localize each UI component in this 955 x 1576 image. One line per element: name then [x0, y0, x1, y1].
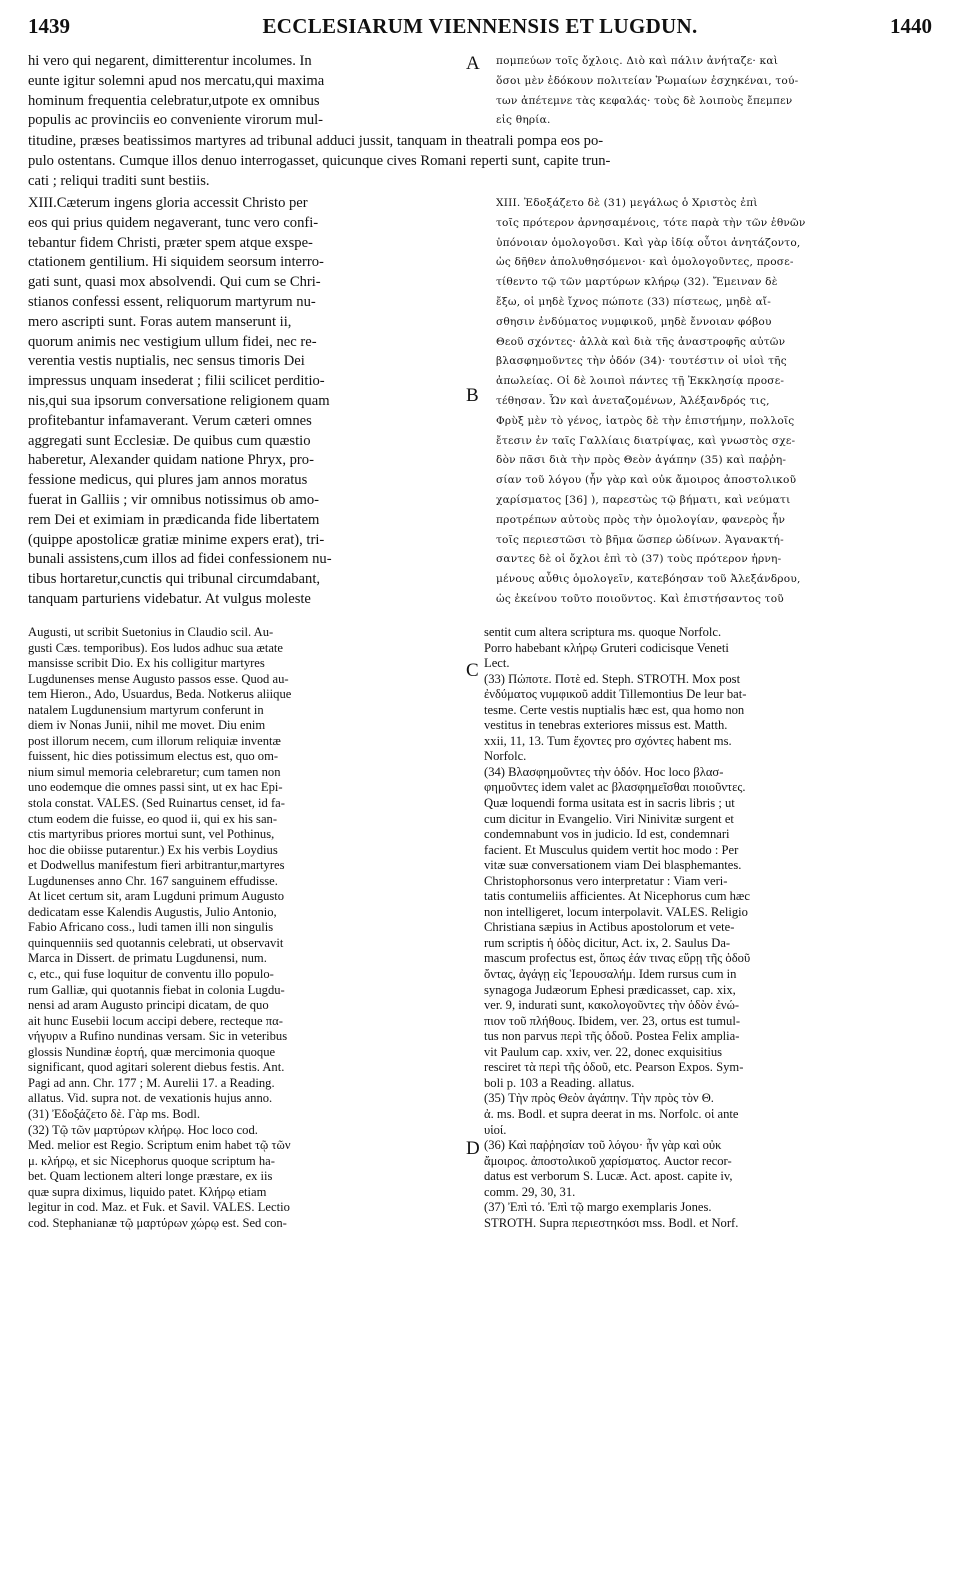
margin-letter-d: D	[466, 1138, 480, 1159]
latin-text-spanning: titudine, præses beatissimos martyres ad tribunal adduci jussit, tanquam in theatrali pompa eos po- pulo ostentans. Cumque illos denuo interrogasset, quicunque cives Romani reperti sunt, capite trun- cati ; reliqui traditi sunt bestiis.	[28, 133, 611, 189]
margin-letter-b: B	[466, 385, 479, 406]
greek-text-top: πομπεύων τοῖς ὄχλοις. Διὸ καὶ πάλιν ἀνήταζε· καὶ ὅσοι μὲν ἐδόκουν πολιτείαν Ῥωμαίων ἐσχηκέναι, τού- των ἀπέτεμνε τὰς κεφαλάς· τοὺς δὲ λοιποὺς ἔπεμπεν εἰς θηρία.	[496, 55, 799, 127]
latin-text-top: hi vero qui negarent, dimitterentur incolumes. In eunte igitur solemni apud nos mercatu,qui maxima hominum frequentia celebratur,utpote ex omnibus populis ac provinciis eo conveniente virorum mul-	[28, 53, 325, 129]
column-number-right: 1440	[890, 14, 932, 38]
running-title: ECCLESIARUM VIENNENSIS ET LUGDUN.	[262, 14, 698, 38]
greek-text-chapter-xiii: XIII. Ἐδοξάζετο δὲ (31) μεγάλως ὁ Χριστὸς ἐπὶ τοῖς πρότερον ἀρνησαμένοις, τότε παρὰ τὴν τῶν ἐθνῶν ὑπόνοιαν ὁμολογοῦσι. Καὶ γὰρ ἰδίᾳ οὗτοι ἀνητάζοντο, ὡς δῆθεν ἀπολυθησόμενοι· καὶ ὁμολογοῦντες, προσε- τίθεντο τῷ τῶν μαρτύρων κλήρῳ (32). Ἔμειναν δὲ ἔξω, οἱ μηδὲ ἴχνος πώποτε (33) πίστεως, μηδὲ αἴ- σθησιν ἐνδύματος νυμφικοῦ, μηδὲ ἔννοιαν φόβου Θεοῦ σχόντες· ἀλλὰ καὶ διὰ τῆς ἀναστροφῆς αὐτῶν βλασφημοῦντες τὴν ὁδόν (34)· τουτέστιν οἱ υἱοὶ τῆς ἀπωλείας. Οἱ δὲ λοιποὶ πάντες τῇ Ἐκκλησίᾳ προσε- τέθησαν. Ὧν καὶ ἀνεταζομένων, Ἀλέξανδρός τις, Φρὺξ μὲν τὸ γένος, ἰατρὸς δὲ τὴν ἐπιστήμην, πολλοῖς ἔτεσιν ἐν ταῖς Γαλλίαις διατρίψας, καὶ γνωστὸς σχε- δὸν πᾶσι διὰ τὴν πρὸς Θεὸν ἀγάπην (35) καὶ παῤῥη- σίαν τοῦ λόγου (ἦν γὰρ καὶ οὐκ ἄμοιρος ἀποστολικοῦ χαρίσματος [36] ), παρεστὼς τῷ βήματι, καὶ νεύματι προτρέπων αὐτοὺς πρὸς τὴν ὁμολογίαν, φανερὸς ἦν τοῖς περιεστῶσι τὸ βῆμα ὥσπερ ὠδίνων. Ἀγανακτή- σαντες δὲ οἱ ὄχλοι ἐπὶ τὸ (37) τοὺς πρότερον ἠρνη- μένους αὖθις ὁμολογεῖν, κατεβόησαν τοῦ Ἀλεξάνδρου, ὡς ἐκείνου τοῦτο ποιοῦντος. Καὶ ἐπιστήσαντος τοῦ	[496, 197, 806, 605]
column-number-left: 1439	[28, 14, 70, 38]
footnotes-right-column: sentit cum altera scriptura ms. quoque Norfolc. Porro habebant κλήρῳ Gruteri codicisque Veneti Lect. (33) Πώποτε. Ποτὲ ed. Steph. STROTH. Mox post ἐνδύματος νυμφικοῦ addit Tillemontius De leur bat- tesme. Certe vestis nuptialis hæc est, qua homo non vestitus in tenebras exteriores missus est. Matth. xxii, 11, 13. Tum ἔχοντες pro σχόντες habent ms. Norfolc. (34) Βλασφημοῦντες τὴν ὁδόν. Hoc loco βλασ- φημοῦντες idem valet ac βλασφημεῖσθαι ποιοῦντες. Quæ loquendi forma usitata est in sacris libris ; ut cum dicitur in Evangelio. Viri Ninivitæ surgent et condemnabunt vos in judicio. Id est, condemnari facient. Et Musculus quidem vertit hoc modo : Per vitæ suæ conversationem viam Dei blasphemantes. Christophorsonus vero interpretatur : Viam veri- tatis contumeliis afficientes. At Nicephorus cum hæc non intelligeret, locum interpolavit. VALES. Religio Christiana sæpius in Actibus apostolorum et vete- rum scriptis ἡ ὁδὸς dicitur, Act. ix, 2. Saulus Da- mascum profectus est, ὅπως ἐάν τινας εὕρῃ τῆς ὁδοῦ ὄντας, ἀγάγῃ εἰς Ἱερουσαλήμ. Idem rursus cum in synagoga Judæorum Ephesi prædicasset, cap. xix, ver. 9, indurati sunt, κακολογοῦντες τὴν ὁδὸν ἐνώ- πιον τοῦ πλήθους. Ibidem, ver. 23, ortus est tumul- tus non parvus περὶ τῆς ὁδοῦ. Postea Felix amplia- vit Paulum cap. xxiv, ver. 22, donec exquisitius resciret τὰ περὶ τῆς ὁδοῦ, etc. Pearson Expos. Sym- boli p. 103 a Reading. allatus. (35) Τὴν πρὸς Θεὸν ἀγάπην. Τὴν πρὸς τὸν Θ. ἀ. ms. Bodl. et supra deerat in ms. Norfolc. οἱ ante υἱοί. (36) Καὶ παῤῥησίαν τοῦ λόγου· ἦν γὰρ καὶ οὐκ ἄμοιρος. ἀποστολικοῦ χαρίσματος. Auctor recor- datus est verborum S. Lucæ. Act. apost. capite iv, comm. 29, 30, 31. (37) Ἐπὶ τό. Ἐπὶ τῷ margo exemplaris Jones. STROTH. Supra περιεστηκόσι mss. Bodl. et Norf.	[484, 625, 751, 1230]
margin-letter-c: C	[466, 660, 479, 681]
footnotes-left-column: Augusti, ut scribit Suetonius in Claudio scil. Au- gusti Cæs. temporibus). Eos ludos adhuc sua ætate mansisse scribit Dio. Ex his colligitur martyres Lugdunenses mense Augusto passos esse. Quod au- tem Hieron., Ado, Usuardus, Beda. Notkerus aliique natalem Lugdunensium martyrum conferunt in diem iv Nonas Junii, nihil me movet. Diu enim post illorum necem, cum illorum reliquiæ inventæ fuissent, hic dies potissimum electus est, quo om- nium simul memoria celebraretur; cum tamen non uno eodemque die omnes passi sint, ut ex hac Epi- stola constat. VALES. (Sed Ruinartus censet, id fa- ctum eodem die fuisse, eo quod ii, qui ex his san- ctis martyribus priores mortui sunt, vel Pothinus, hoc die obiisse putarentur.) Ex his verbis Loydius et Dodwellus manifestum fieri arbitrantur,martyres Lugdunenses anno Chr. 167 sanguinem effudisse. At licet certum sit, aram Lugduni primum Augusto dedicatam esse Kalendis Augustis, Julio Antonio, Fabio Africano coss., ludi tamen illi non singulis quinquenniis sed quotannis celebrati, ut observavit Marca in Dissert. de primatu Lugdunensi, num. c, etc., qui fuse loquitur de conventu illo populo- rum Galliæ, qui quotannis fiebat in colonia Lugdu- nensi ad aram Augusto principi dicatam, de quo ait hunc Eusebii locum accipi debere, recteque πα- νήγυριν a Rufino nundinas versam. Sic in veteribus glossis Nundinæ ἑορτή, quæ mercimonia quoque significant, quod agitari solerent diebus festis. Ant. Pagi ad ann. Chr. 177 ; M. Aurelii 17. a Reading. allatus. Vid. supra not. de vexationis hujus anno. (31) Ἐδοξάζετο δὲ. Γὰρ ms. Bodl. (32) Τῷ τῶν μαρτύρων κλήρῳ. Hoc loco cod. Med. melior est Regio. Scriptum enim habet τῷ τῶν μ. κλήρῳ, et sic Nicephorus quoque scriptum ha- bet. Quam lectionem alteri longe præstare, ex iis quæ supra diximus, liquido patet. Κλήρῳ etiam legitur in cod. Maz. et Fuk. et Savil. VALES. Lectio cod. Stephanianæ τῷ μαρτύρων χώρῳ est. Sed con-	[28, 625, 292, 1230]
running-header	[28, 14, 932, 44]
latin-text-chapter-xiii: XIII.Cæterum ingens gloria accessit Christo per eos qui prius quidem negaverant, tunc vero confi- tebantur fidem Christi, præter spem atque exspe- ctationem gentilium. Hi siquidem seorsum interro- gati sunt, quasi mox absolvendi. Qui cum se Chri- stianos confessi essent, reliquorum martyrum nu- mero ascripti sunt. Foras autem manserunt ii, quorum animis nec vestigium ullum fidei, nec re- verentia vestis nuptialis, nec sensus timoris Dei impressus unquam insederat ; filii scilicet perditio- nis,qui sua ipsorum conversatione religionem quam profitebantur infamaverant. Verum cæteri omnes aggregati sunt Ecclesiæ. De quibus cum quæstio haberetur, Alexander quidam natione Phryx, pro- fessione medicus, qui plures jam annos moratus fuerat in Galliis ; vir omnibus notissimus ob amo- rem Dei et eximiam in prædicanda fide libertatem (quippe apostolicæ gratiæ minime expers erat), tri- bunali assistens,cum illos ad fidei confessionem nu- tibus hortaretur,cunctis qui tribunal circumdabant, tanquam parturiens videbatur. At vulgus moleste	[28, 195, 332, 607]
margin-letter-a: A	[466, 53, 480, 74]
